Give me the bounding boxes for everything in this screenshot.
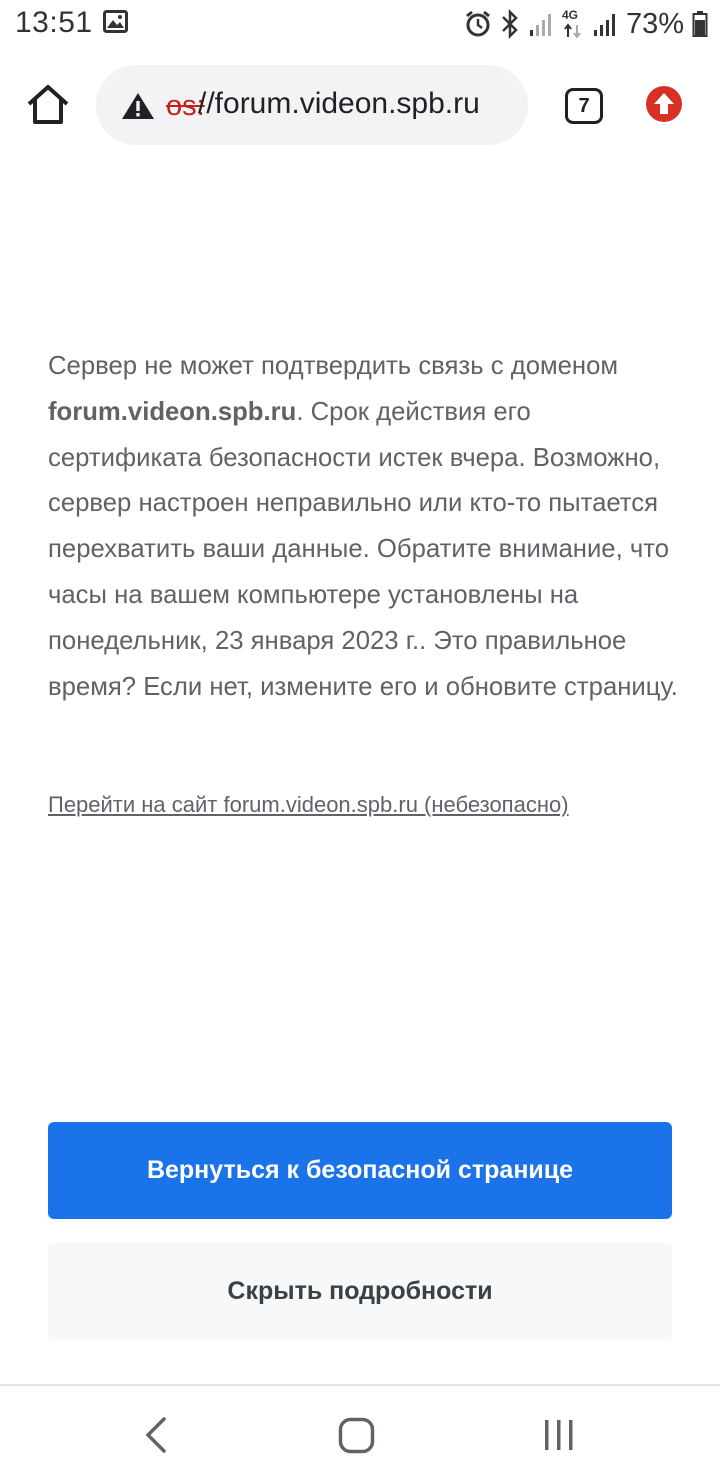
- status-icons: [464, 6, 708, 42]
- proceed-unsafe-link[interactable]: Перейти на сайт forum.videon.spb.ru (небезопасно): [48, 792, 569, 817]
- home-nav-icon[interactable]: [338, 1417, 375, 1454]
- tab-switcher-button[interactable]: [565, 88, 603, 124]
- alarm-icon: [464, 10, 492, 38]
- home-icon[interactable]: [25, 82, 71, 128]
- back-to-safety-button[interactable]: Вернуться к безопасной странице: [48, 1122, 672, 1219]
- data-arrows-icon: [562, 23, 584, 39]
- network-indicator: [562, 8, 584, 40]
- not-secure-warning-icon[interactable]: [120, 91, 156, 121]
- tab-count: 7: [578, 94, 590, 117]
- network-type: 4G: [561, 8, 578, 22]
- status-time: 13:51: [15, 6, 93, 39]
- error-text-before: Сервер не может подтвердить связь с доменом: [48, 352, 619, 380]
- signal-icon: [592, 10, 618, 38]
- system-nav-bar: [0, 1386, 720, 1480]
- error-text-after: . Срок действия его сертификата безопасности истек вчера. Возможно, сервер настроен неправильно или кто-то пытается перехватить ваши данные. Обратите внимание, что часы на вашем компьютере установлены на понедельник, 23 января 2023 г.. Это правильное время? Если нет, измените его и обновите страницу.: [48, 397, 678, 701]
- battery-icon: [692, 10, 708, 38]
- url-text: //forum.videon.spb.ru: [198, 87, 480, 120]
- hide-details-button[interactable]: Скрыть подробности: [48, 1243, 672, 1340]
- error-domain: forum.videon.spb.ru: [48, 397, 297, 426]
- status-bar: [0, 0, 720, 50]
- browser-toolbar: [0, 62, 720, 148]
- signal-icon: [528, 10, 554, 38]
- update-icon[interactable]: [645, 85, 683, 123]
- gallery-icon: [103, 10, 128, 33]
- error-details-text: [48, 344, 688, 710]
- back-icon[interactable]: [143, 1416, 169, 1454]
- url-scheme: os:: [166, 90, 205, 122]
- recent-apps-icon[interactable]: [543, 1418, 575, 1452]
- bluetooth-icon: [500, 9, 520, 39]
- omnibox[interactable]: [96, 65, 528, 145]
- battery-percent: 73%: [625, 7, 684, 40]
